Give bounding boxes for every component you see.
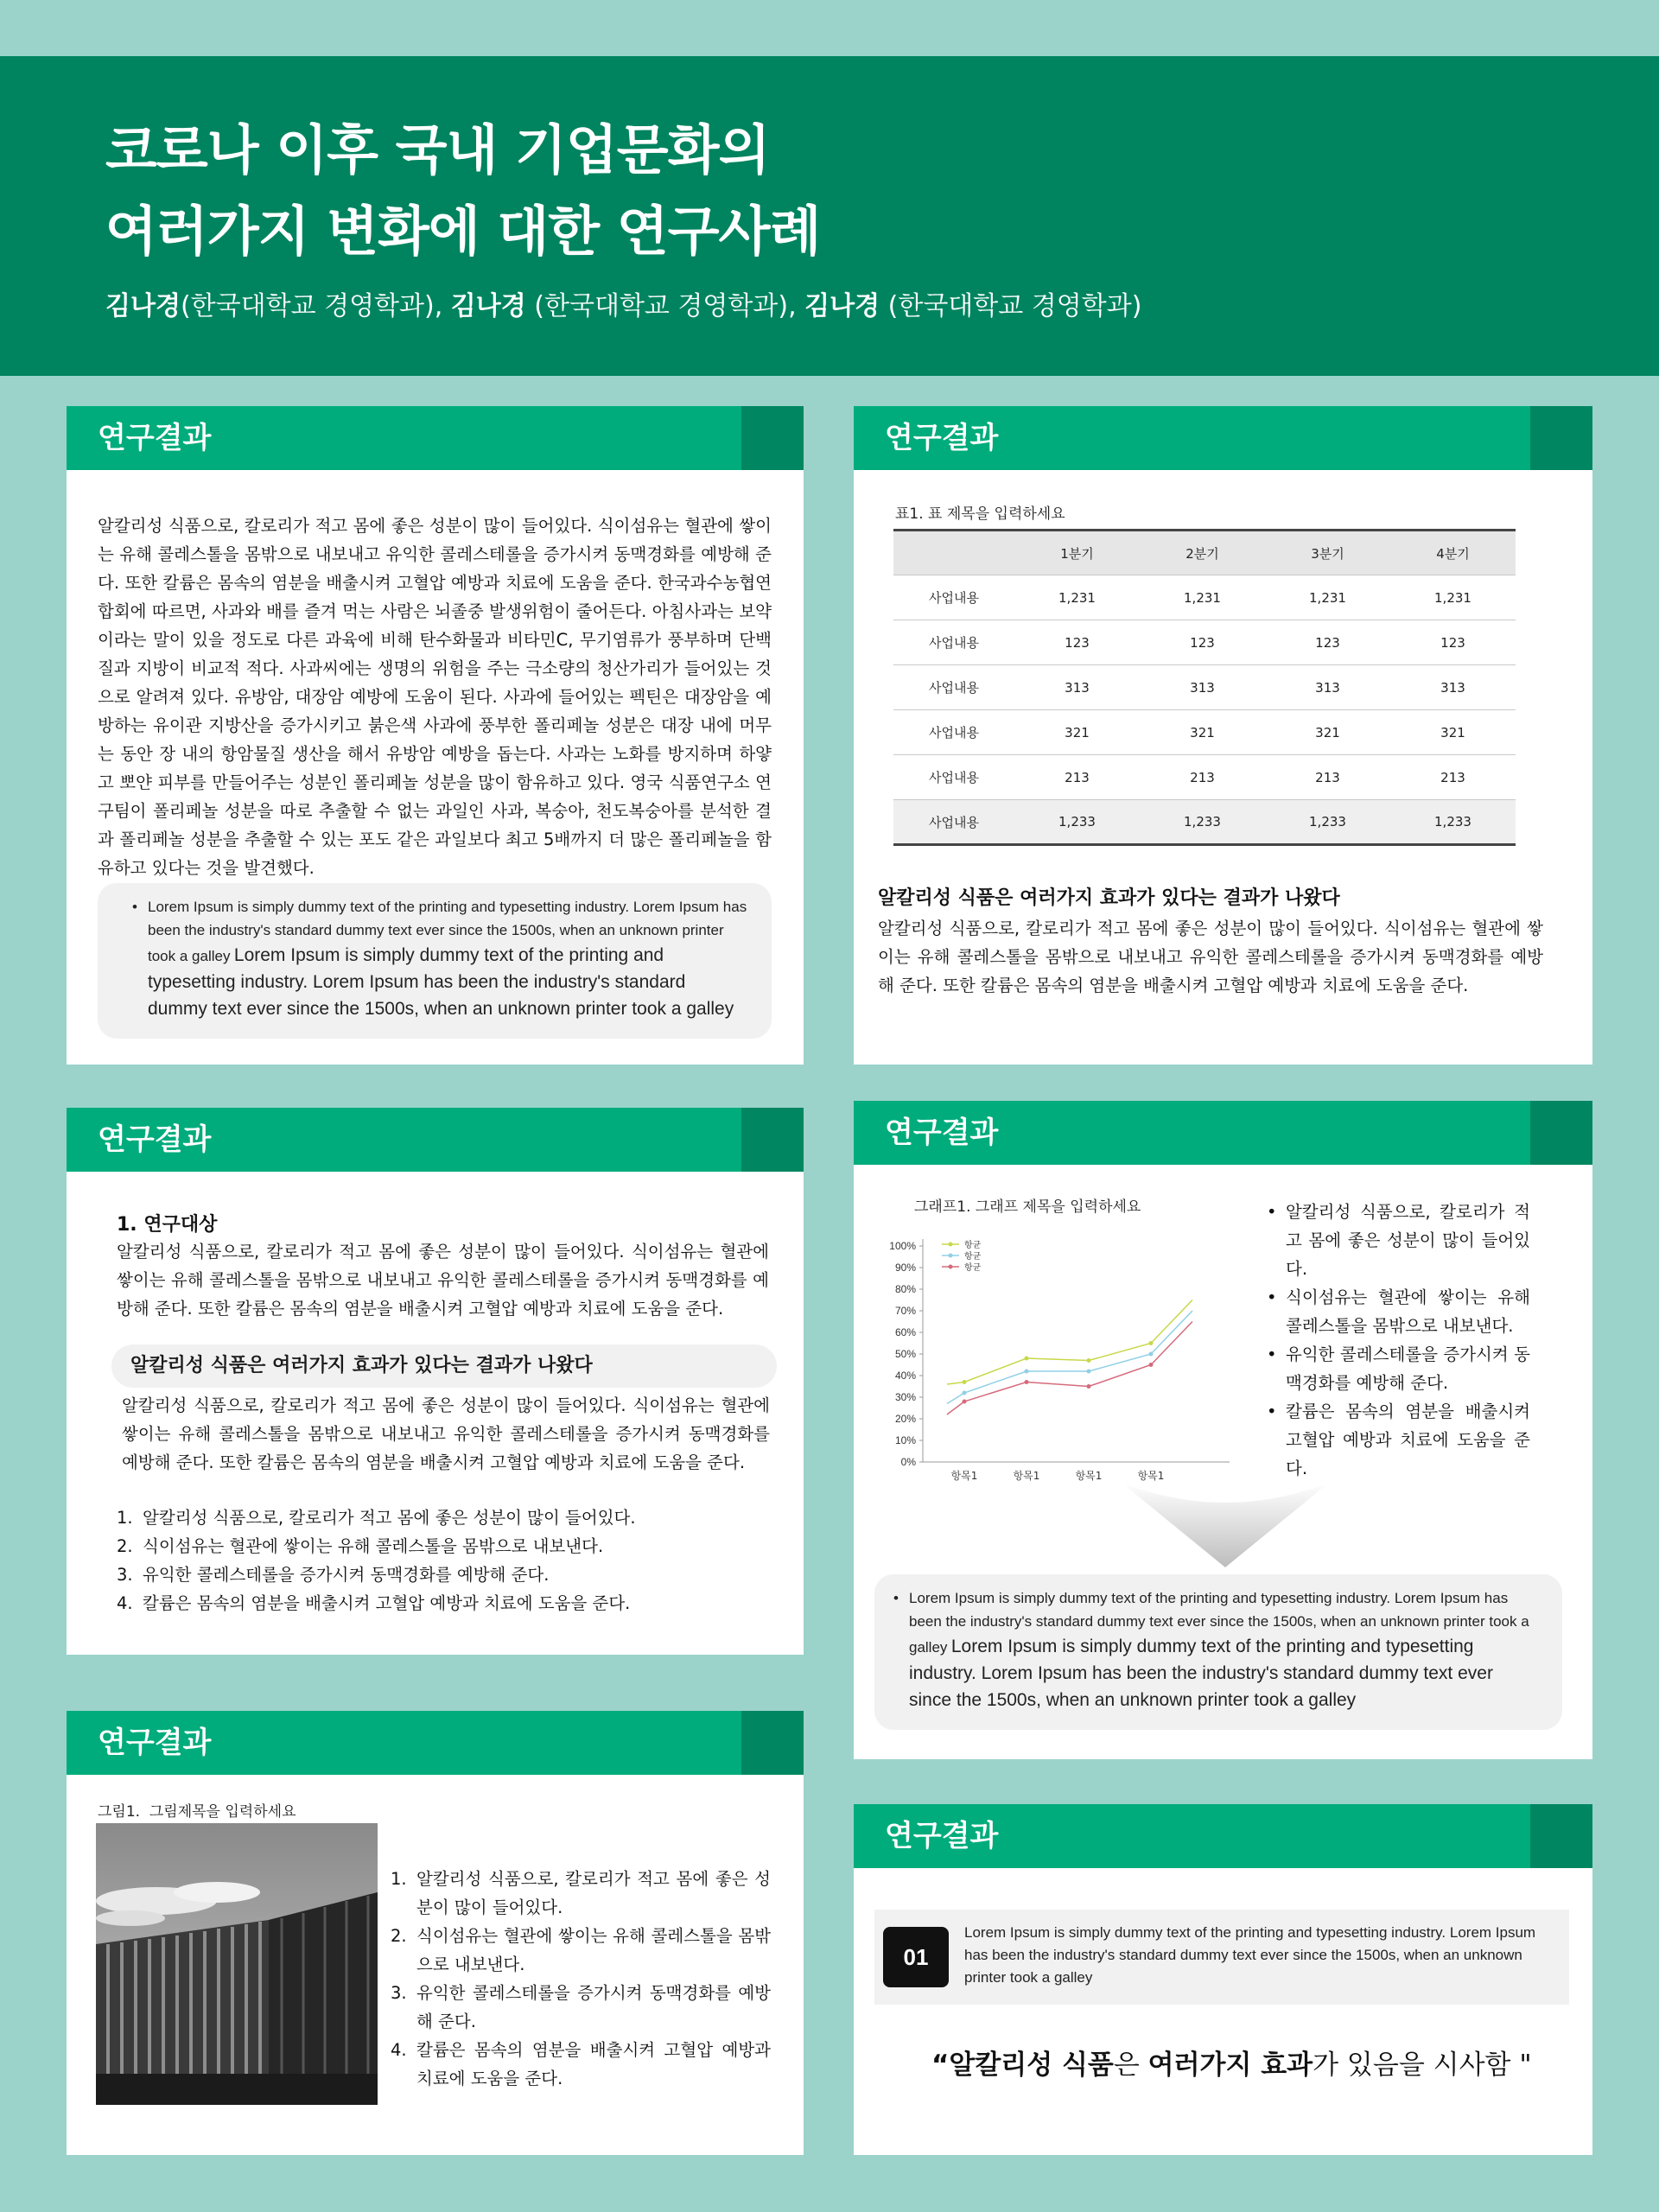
data-table [893,529,1516,846]
panel-header-accent [741,1108,804,1172]
y-tick-label: 60% [894,1326,916,1338]
poster-title: 코로나 이후 국내 기업문화의 여러가지 변화에 대한 연구사례 [105,118,821,263]
author-list: 김나경(한국대학교 경영학과), 김나경 (한국대학교 경영학과), 김나경 (한국대학교 경영학과) [105,291,1142,321]
list-item: • 유익한 콜레스테롤을 증가시켜 동맥경화를 예방해 준다. [1267,1344,1530,1393]
panel-title: 연구결과 [98,1122,212,1157]
x-tick-label: 항목1 [1075,1470,1103,1482]
data-point [1025,1380,1029,1384]
highlight-box: 알칼리성 식품은 여러가지 효과가 있다는 결과가 나왔다 [111,1344,777,1388]
y-tick-label: 20% [894,1413,916,1425]
y-tick-label: 70% [894,1305,916,1317]
numbered-list [117,1503,773,1618]
body-text: 알칼리성 식품으로, 칼로리가 적고 몸에 좋은 성분이 많이 들어있다. 식이섬유는 혈관에 쌓이는 유해 콜레스톨을 몸밖으로 내보내고 유익한 콜레스테롤을 증가시켜 동맥경화를 예방해 준다. 또한 칼륨은 몸속의 염분을 배출시켜 고혈압 예방과 치료에 도움을 준다. 한국과수농협연합회에 따르면, 사과와 배를 즐겨 먹는 사람은 뇌졸중 발생위험이 줄어든다. 아침사과는 보약이라는 말이 있을 정도로 다른 과육에 비해 탄수화물과 비타민C, 무기염류가 풍부하며 단백질과 지방이 비교적 적다. 사과씨에는 생명의 위험을 주는 극소량의 청산가리가 들어있는 것으로 알려져 있다. 유방암, 대장암 예방에 도움이 된다. 사과에 들어있는 펙틴은 대장암을 예방하는 유이관 지방산을 증가시키고 붉은색 사과에 풍부한 폴리페놀 성분은 대장 내에 머무는 동안 장 내의 항암물질 생산을 해서 유방암 예방을 돕는다. 사과는 노화를 방지하며 하얗고 뽀얀 피부를 만들어주는 성분인 폴리페놀 성분을 많이 함유하고 있다. 영국 식품연구소 연구팀이 폴리페놀 성분을 따로 추출할 수 없는 과일인 사과, 복숭아, 천도복숭아를 분석한 결과 폴리페놀 성분을 추출할 수 있는 포도 같은 과일보다 최고 5배까지 더 많은 폴리페놀을 함유하고 있다는 것을 발견했다. [98,516,772,878]
table-header-row: 1분기 2분기 3분기 4분기 [893,531,1516,575]
line-chart [871,1220,1234,1497]
panel-header-accent [1530,1804,1592,1868]
data-point [963,1380,967,1384]
lorem-box: • Lorem Ipsum is simply dummy text of the printing and typesetting industry. Lorem Ipsum has been the industry's standard dummy text ever since the 1500s, when an unknown printer took a galley Lorem Ipsum is simply dummy text of the printing and typesetting industry. Lorem Ipsum has been the industry's standard dummy text ever since the 1500s, when an unknown printer took a galley [874,1574,1562,1730]
y-tick-label: 40% [894,1370,916,1382]
list-item: • 칼륨은 몸속의 염분을 배출시켜 고혈압 예방과 치료에 도움을 준다. [1267,1402,1530,1478]
lorem-box: • Lorem Ipsum is simply dummy text of the printing and typesetting industry. Lorem Ipsum has been the industry's standard dummy text ever since the 1500s, when an unknown printer took a galley Lorem Ipsum is simply dummy text of the printing and typesetting industry. Lorem Ipsum has been the industry's standard dummy text ever since the 1500s, when an unknown printer took a galley [98,883,772,1039]
body-text: 알칼리성 식품으로, 칼로리가 적고 몸에 좋은 성분이 많이 들어있다. 식이섬유는 혈관에 쌓이는 유해 콜레스톨을 몸밖으로 내보내고 유익한 콜레스테롤을 증가시켜 동맥경화를 예방해 준다. 또한 칼륨은 몸속의 염분을 배출시켜 고혈압 예방과 치료에 도움을 준다. [122,1395,770,1472]
y-tick-label: 80% [894,1283,916,1295]
panel-header [854,1101,1592,1165]
poster-header [0,56,1659,376]
legend-label: 항균 [964,1241,982,1250]
panel-results-3 [67,1108,804,1655]
bullet-list [1267,1198,1530,1483]
data-point [963,1400,967,1404]
panel-header-accent [741,1711,804,1775]
body-text: 알칼리성 식품으로, 칼로리가 적고 몸에 좋은 성분이 많이 들어있다. 식이섬유는 혈관에 쌓이는 유해 콜레스톨을 몸밖으로 내보내고 유익한 콜레스테롤을 증가시켜 동맥경화를 예방해 준다. 또한 칼륨은 몸속의 염분을 배출시켜 고혈압 예방과 치료에 도움을 준다. [878,918,1543,995]
panel-results-4 [854,1101,1592,1759]
x-tick-label: 항목1 [1013,1470,1040,1482]
list-item: 4. 칼륨은 몸속의 염분을 배출시켜 고혈압 예방과 치료에 도움을 준다. [117,1593,631,1613]
section-title: 1. 연구대상 [117,1214,218,1236]
y-tick-label: 90% [894,1262,916,1274]
panel-title: 연구결과 [98,1726,212,1760]
table-row: 사업내용 123 123 123 123 [893,620,1516,665]
bullet-dot: • [893,1590,899,1606]
list-item: 3. 유익한 콜레스테롤을 증가시켜 동맥경화를 예방해 준다. [117,1565,550,1585]
list-item: • 알칼리성 식품으로, 칼로리가 적고 몸에 좋은 성분이 많이 들어있다. [1267,1202,1530,1279]
data-point [1025,1357,1029,1361]
chart-caption: 그래프1. 그래프 제목을 입력하세요 [914,1198,1141,1216]
list-item: 1. 알칼리성 식품으로, 칼로리가 적고 몸에 좋은 성분이 많이 들어있다. [391,1869,771,1917]
panel-title: 연구결과 [98,421,212,455]
y-tick-label: 100% [889,1240,916,1252]
bullet-dot: • [132,899,137,915]
numbered-list [391,1865,771,2093]
legend-marker [949,1243,953,1247]
list-item: 2. 식이섬유는 혈관에 쌓이는 유해 콜레스톨을 몸밖으로 내보낸다. [117,1536,604,1556]
panel-results-6 [854,1804,1592,2155]
data-point [1149,1341,1154,1345]
table-row: 사업내용 213 213 213 213 [893,755,1516,800]
data-point [1087,1370,1091,1374]
body-text: 알칼리성 식품으로, 칼로리가 적고 몸에 좋은 성분이 많이 들어있다. 식이섬유는 혈관에 쌓이는 유해 콜레스톨을 몸밖으로 내보내고 유익한 콜레스테롤을 증가시켜 동맥경화를 예방해 준다. 또한 칼륨은 몸속의 염분을 배출시켜 고혈압 예방과 치료에 도움을 준다. [117,1242,769,1319]
number-badge: 01 [883,1927,949,1987]
table-row: 사업내용 1,233 1,233 1,233 1,233 [893,800,1516,845]
panel-title: 연구결과 [885,421,999,455]
data-point [1087,1358,1091,1363]
data-point [1025,1370,1029,1374]
panel-results-2 [854,406,1592,1065]
down-arrow-icon [1122,1483,1329,1569]
panel-title: 연구결과 [885,1116,999,1150]
list-item: 3. 유익한 콜레스테롤을 증가시켜 동맥경화를 예방해 준다. [391,1983,771,2031]
table-row: 사업내용 1,231 1,231 1,231 1,231 [893,575,1516,620]
y-tick-label: 50% [894,1348,916,1360]
series-line [947,1311,1192,1404]
list-item: • 식이섬유는 혈관에 쌓이는 유해 콜레스톨을 몸밖으로 내보낸다. [1267,1287,1530,1336]
panel-header [854,1804,1592,1868]
table-row: 사업내용 321 321 321 321 [893,710,1516,755]
key-quote: “알칼리성 식품은 여러가지 효과가 있음을 시사함 " [931,2050,1532,2081]
y-tick-label: 30% [894,1391,916,1403]
panel-results-1 [67,406,804,1065]
y-tick-label: 0% [900,1456,916,1468]
panel-header [854,406,1592,470]
list-item: 4. 칼륨은 몸속의 염분을 배출시켜 고혈압 예방과 치료에 도움을 준다. [391,2040,771,2088]
panel-header-accent [1530,1101,1592,1165]
table-row: 사업내용 313 313 313 313 [893,665,1516,710]
panel-results-5 [67,1711,804,2155]
legend-marker [949,1265,953,1269]
y-tick-label: 10% [894,1434,916,1446]
numbered-note-box [874,1910,1569,2005]
series-line [947,1322,1192,1415]
panel-header [67,1108,804,1172]
list-item: 1. 알칼리성 식품으로, 칼로리가 적고 몸에 좋은 성분이 많이 들어있다. [117,1508,636,1528]
panel-header [67,1711,804,1775]
figure-caption: 그림1. 그림제목을 입력하세요 [98,1803,296,1821]
data-point [1087,1384,1091,1389]
x-tick-label: 항목1 [950,1470,978,1482]
table-caption: 표1. 표 제목을 입력하세요 [895,505,1065,523]
legend-label: 항균 [964,1252,982,1262]
data-point [1149,1352,1154,1357]
note-text: Lorem Ipsum is simply dummy text of the printing and typesetting industry. Lorem Ipsum has been the industry's standard dummy text ever since the 1500s, when an unknown printer took a galley [964,1924,1536,1986]
legend-label: 항균 [964,1263,982,1273]
list-item: 2. 식이섬유는 혈관에 쌓이는 유해 콜레스톨을 몸밖으로 내보낸다. [391,1926,771,1974]
data-point [1149,1363,1154,1367]
panel-title: 연구결과 [885,1819,999,1853]
panel-header-accent [1530,406,1592,470]
panel-header [67,406,804,470]
legend-marker [949,1254,953,1258]
x-tick-label: 항목1 [1137,1470,1165,1482]
building-photo [96,1823,378,2105]
section-heading: 알칼리성 식품은 여러가지 효과가 있다는 결과가 나왔다 [878,887,1340,909]
data-point [963,1391,967,1395]
panel-header-accent [741,406,804,470]
